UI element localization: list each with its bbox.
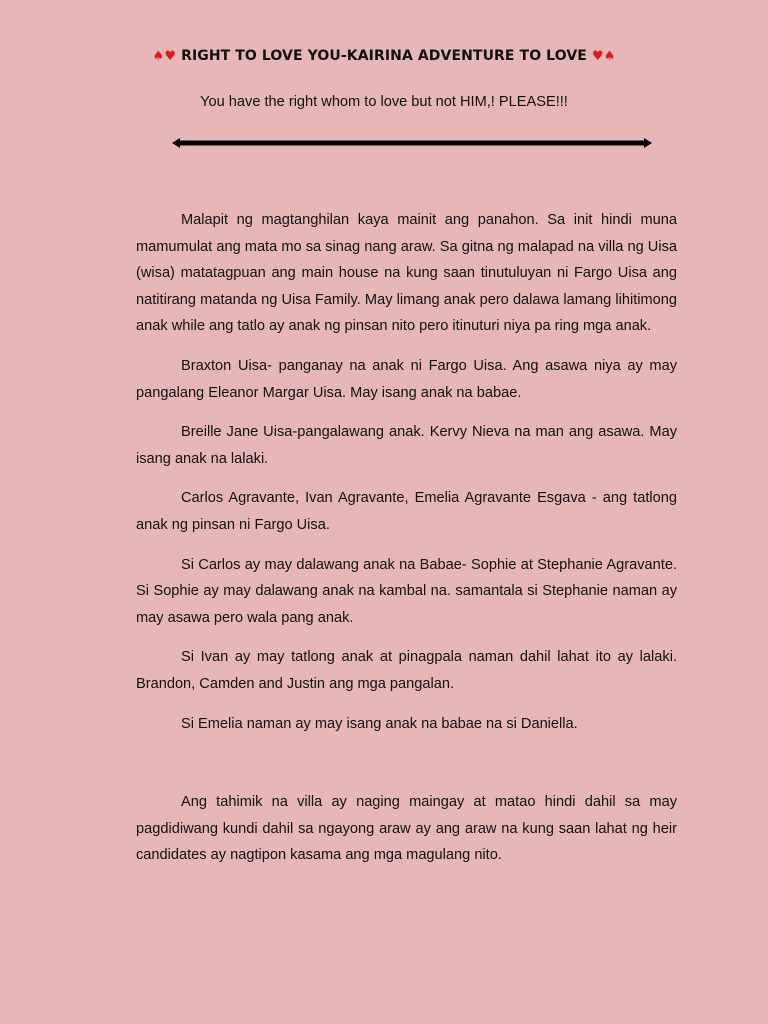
paragraph: Malapit ng magtanghilan kaya mainit ang panahon. Sa init hindi muna mamumulat ang mata mo sa sinag nang araw. Sa gitna ng malapad na villa ng Uisa (wisa) matatagpuan ang main house na kung saan tinutuluyan ni Fargo Uisa ang natitirang matanda ng Uisa Family. May limang anak pero dalawa lamang lihitimong anak while ang tatlo ay anak ng pinsan nito pero itinuturi niya pa ring mga anak. xyxy=(136,212,677,335)
paragraph: Si Carlos ay may dalawang anak na Babae- Sophie at Stephanie Agravante. Si Sophie ay may dalawang anak na kambal na. samantala si Stephanie naman ay may asawa pero wala pang anak. xyxy=(136,556,677,626)
document-title xyxy=(0,48,768,64)
paragraph: Si Ivan ay may tatlong anak at pinagpala naman dahil lahat ito ay lalaki. Brandon, Camden and Justin ang mga pangalan. xyxy=(136,649,677,692)
title-text: RIGHT TO LOVE YOU-KAIRINA ADVENTURE TO LOVE xyxy=(181,48,587,64)
heart-icon: ♥ xyxy=(591,49,604,64)
document-subtitle: You have the right whom to love but not HIM,! PLEASE!!! xyxy=(200,94,568,110)
paragraph: Braxton Uisa- panganay na anak ni Fargo Uisa. Ang asawa niya ay may pangalang Eleanor Margar Uisa. May isang anak na babae. xyxy=(136,357,677,401)
story-body xyxy=(136,207,677,882)
paragraph: Carlos Agravante, Ivan Agravante, Emelia Agravante Esgava - ang tatlong anak ng pinsan ni Fargo Uisa. xyxy=(136,490,677,533)
heart-icon: ♥ xyxy=(164,49,177,64)
paragraph: Breille Jane Uisa-pangalawang anak. Kervy Nieva na man ang asawa. May isang anak na lalaki. xyxy=(136,424,677,467)
spade-icon: ♠ xyxy=(603,49,616,64)
paragraph: Si Emelia naman ay may isang anak na babae na si Daniella. xyxy=(181,715,578,732)
double-arrow-divider xyxy=(172,136,652,150)
spade-icon: ♠ xyxy=(152,49,165,64)
paragraph: Ang tahimik na villa ay naging maingay at matao hindi dahil sa may pagdidiwang kundi dahil sa ngayong araw ay ang araw na kung saan lahat ng heir candidates ay nagtipon kasama ang mga magulang nito. xyxy=(136,794,677,864)
